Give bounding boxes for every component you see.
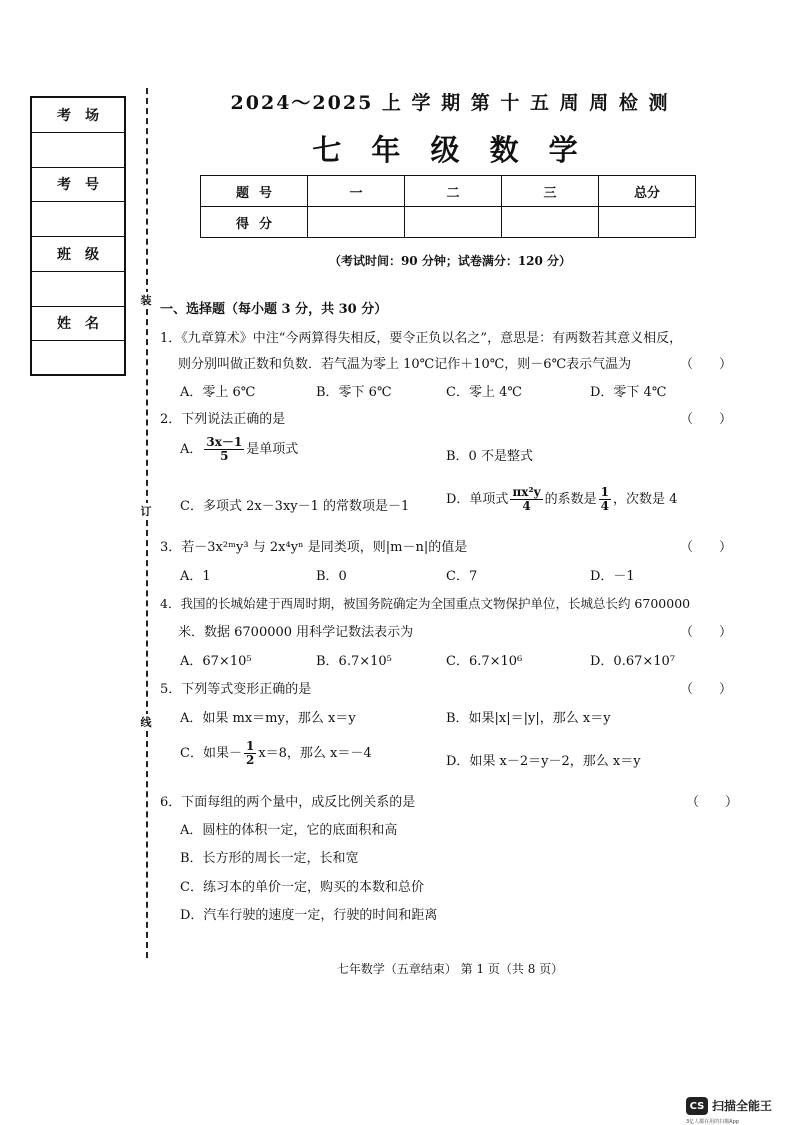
q6-option-d: D．汽车行驶的速度一定，行驶的时间和距离 (180, 908, 438, 923)
q1-option-b: B．零下 6℃ (316, 385, 392, 400)
info-label-class: 班级 (32, 237, 124, 272)
page-footer: 七年数学（五章结束） 第 1 页（共 8 页） (336, 962, 564, 976)
info-field-exam-number[interactable] (32, 202, 124, 237)
student-info-box (30, 96, 126, 376)
camscanner-name: 扫描全能王 (712, 1099, 773, 1113)
q1-line-1: 1．《九章算术》中注“今两算得失相反，要令正负以名之”，意思是：有两数若其意义相反， (160, 331, 683, 346)
q2-option-c: C．多项式 2x－3xy－1 的常数项是－1 (180, 499, 410, 514)
q5-c-prefix: C．如果－ (180, 746, 242, 762)
q2-a-prefix: A． (180, 442, 203, 458)
q5-stem: 5．下列等式变形正确的是 (160, 682, 312, 697)
q5-c-denominator: 2 (245, 753, 255, 768)
q5-answer-paren[interactable]: （ ） (680, 682, 733, 697)
q3-option-a: A．1 (180, 569, 211, 584)
score-header-part-1: 一 (308, 176, 405, 207)
q2-a-suffix: 是单项式 (246, 442, 299, 458)
score-header-total: 总分 (599, 176, 696, 207)
q4-line-2: 米．数据 6700000 用科学记数法表示为 (178, 625, 414, 640)
q2-d-prefix: D．单项式 (446, 492, 509, 508)
q2-a-denominator: 5 (220, 449, 229, 464)
q4-option-d: D．0.67×10⁷ (590, 654, 676, 669)
exam-info: （考试时间：90 分钟；试卷满分：120 分） (328, 254, 572, 268)
q1-option-c: C．零上 4℃ (446, 385, 522, 400)
q2-d-fraction-2 (599, 486, 611, 513)
q1-option-d: D．零下 4℃ (590, 385, 667, 400)
q3-option-c: C．7 (446, 569, 478, 584)
info-field-name[interactable] (32, 341, 124, 376)
exam-title: 2024～2025 上 学 期 第 十 五 周 周 检 测 (230, 92, 670, 114)
score-cell-part-1[interactable] (308, 207, 405, 238)
q5-option-b: B．如果|x|＝|y|，那么 x＝y (446, 711, 611, 726)
binding-char-zhuang: 装 (138, 292, 154, 308)
q6-option-c: C．练习本的单价一定，购买的本数和总价 (180, 880, 424, 895)
q6-option-a: A．圆柱的体积一定，它的底面积和高 (180, 823, 398, 838)
q5-c-fraction (244, 740, 256, 767)
binding-line (146, 88, 148, 958)
q6-stem: 6．下面每组的两个量中，成反比例关系的是 (160, 795, 416, 810)
q2-answer-paren[interactable]: （ ） (680, 412, 733, 427)
q2-a-numerator: 3x－1 (206, 435, 243, 449)
score-cell-part-2[interactable] (405, 207, 502, 238)
q5-option-d: D．如果 x－2＝y－2，那么 x＝y (446, 754, 641, 769)
score-table-score-row (201, 207, 696, 238)
q6-option-b: B．长方形的周长一定，长和宽 (180, 851, 359, 866)
q4-option-c: C．6.7×10⁶ (446, 654, 523, 669)
info-label-exam-room: 考场 (32, 98, 124, 133)
score-header-part-3: 三 (502, 176, 599, 207)
q2-option-d (446, 486, 677, 513)
score-cell-part-3[interactable] (502, 207, 599, 238)
q2-d-denominator-1: 4 (522, 499, 531, 514)
q1-line-2: 则分别叫做正数和负数．若气温为零上 10℃记作＋10℃，则－6℃表示气温为 (178, 357, 632, 372)
q2-a-fraction (204, 436, 244, 463)
q4-answer-paren[interactable]: （ ） (680, 625, 733, 640)
q5-option-c (180, 740, 372, 767)
q2-d-mid: 的系数是 (544, 492, 597, 508)
q1-answer-paren[interactable]: （ ） (680, 357, 733, 372)
binding-char-ding: 订 (138, 503, 154, 519)
q4-line-1: 4．我国的长城始建于西周时期，被国务院确定为全国重点文物保护单位，长城总长约 6700000 (160, 596, 691, 611)
q2-d-denominator-2: 4 (600, 499, 609, 514)
binding-char-xian: 线 (138, 714, 154, 730)
q4-option-a: A．67×10⁵ (180, 654, 252, 669)
info-field-class[interactable] (32, 272, 124, 307)
q2-option-a (180, 436, 298, 463)
score-table-header-row (201, 176, 696, 207)
score-header-part-2: 二 (405, 176, 502, 207)
q1-option-a: A．零上 6℃ (180, 385, 256, 400)
camscanner-tagline: 3亿人都在用的扫描App (686, 1119, 739, 1125)
score-header-question-no: 题号 (201, 176, 308, 207)
q2-option-b: B．0 不是整式 (446, 449, 533, 464)
q4-option-b: B．6.7×10⁵ (316, 654, 392, 669)
q3-option-d: D．－1 (590, 569, 635, 584)
score-table (200, 175, 696, 238)
info-label-name: 姓名 (32, 307, 124, 342)
info-label-exam-number: 考号 (32, 168, 124, 203)
q5-c-suffix: x＝8，那么 x＝－4 (258, 746, 372, 762)
q3-option-b: B．0 (316, 569, 347, 584)
q2-d-fraction-1 (510, 486, 542, 513)
info-field-exam-room[interactable] (32, 133, 124, 168)
q2-stem: 2．下列说法正确的是 (160, 412, 286, 427)
q6-answer-paren[interactable]: （ ） (686, 795, 739, 810)
score-row-label: 得分 (201, 207, 308, 238)
q2-d-numerator-2: 1 (600, 485, 609, 499)
q3-stem: 3．若－3x²ᵐy³ 与 2x⁴yⁿ 是同类项，则|m－n|的值是 (160, 540, 468, 555)
q3-answer-paren[interactable]: （ ） (680, 540, 733, 555)
camscanner-logo-icon: CS (686, 1097, 708, 1115)
q5-option-a: A．如果 mx＝my，那么 x＝y (180, 711, 356, 726)
q2-d-numerator-1: πx²y (512, 485, 541, 499)
score-cell-total[interactable] (599, 207, 696, 238)
q5-c-numerator: 1 (245, 739, 255, 753)
subject-title: 七 年 级 数 学 (312, 133, 588, 167)
q2-d-suffix: ，次数是 4 (612, 492, 678, 508)
section-1-title: 一、选择题（每小题 3 分，共 30 分） (160, 302, 388, 317)
